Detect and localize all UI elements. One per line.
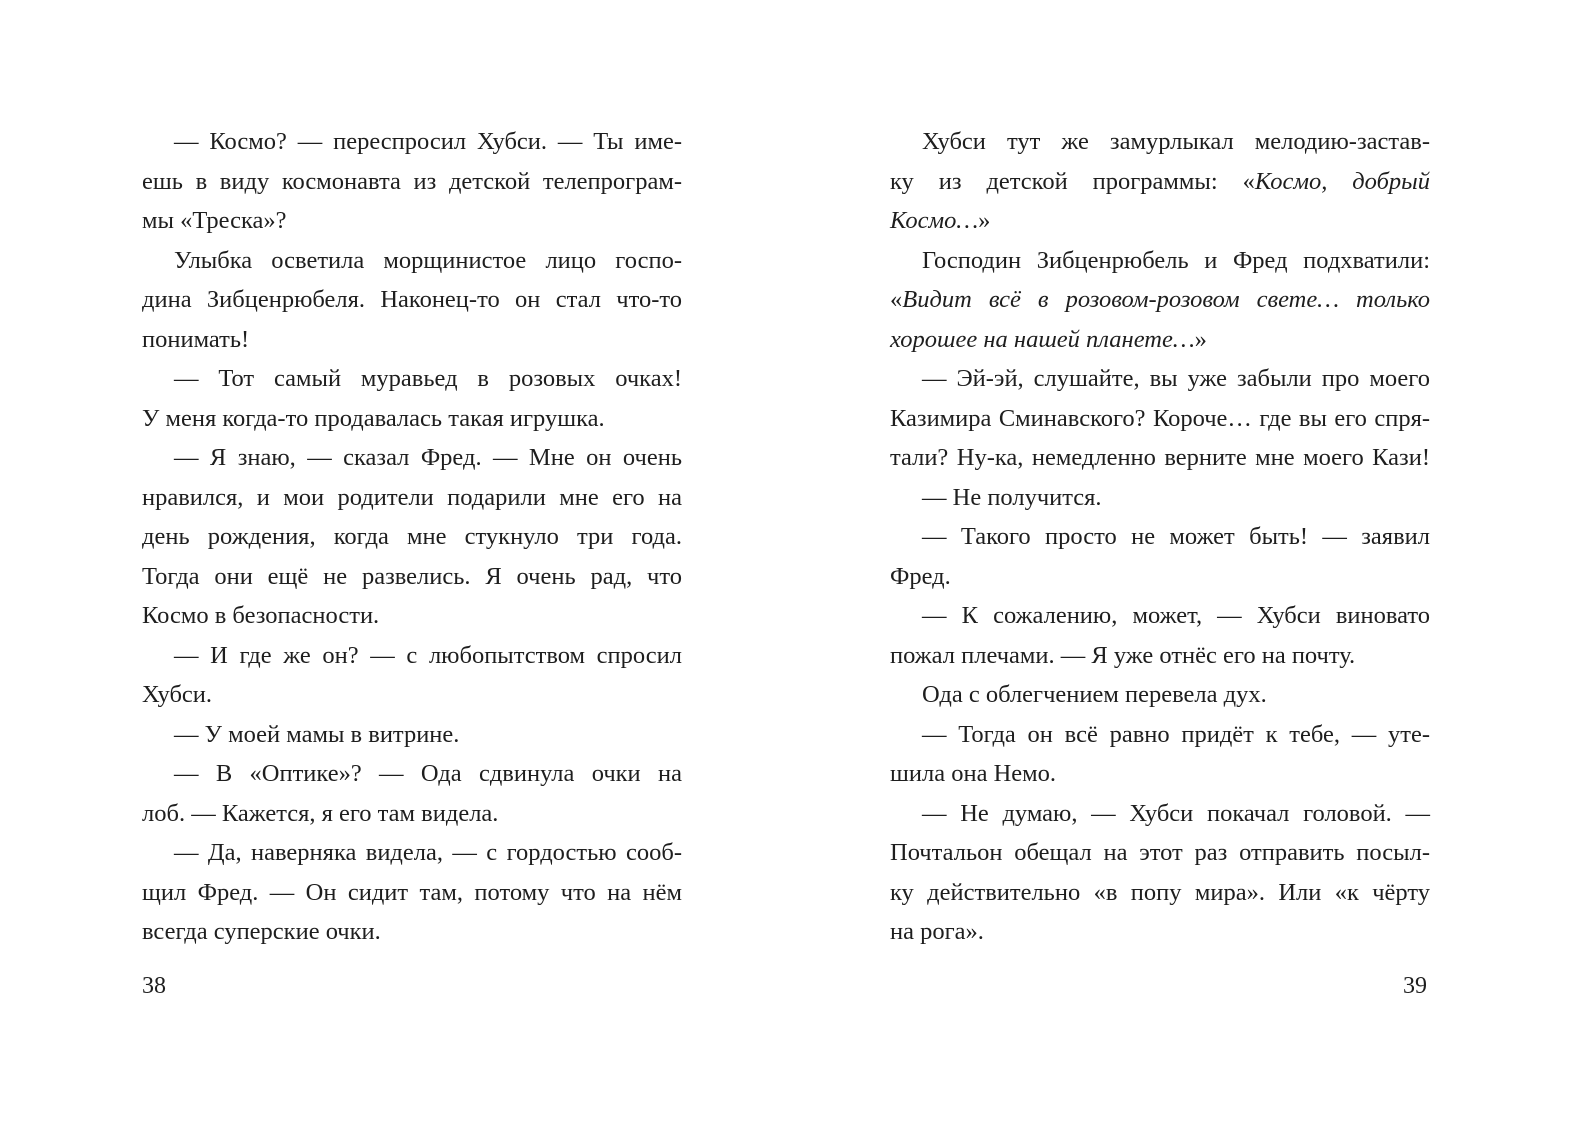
text-line: — К сожалению, может, — Хубси виновато: [922, 602, 1430, 629]
text-line: У меня когда-то продавалась такая игрушка.: [142, 405, 605, 432]
text-line: Тогда они ещё не развелись. Я очень рад, что: [142, 563, 682, 590]
text-line: Хубси.: [142, 681, 213, 708]
text-line: — Я знаю, — сказал Фред. — Мне он очень: [174, 444, 682, 471]
italic-text: Космо, добрый: [1254, 168, 1430, 195]
page-number-right: 39: [1403, 973, 1427, 999]
text-line: Казимира Сминавского? Короче… где вы его спря-: [890, 405, 1430, 432]
text-line: — Не думаю, — Хубси покачал головой. —: [922, 800, 1430, 827]
text-run: »: [1194, 326, 1207, 353]
text-line: — Да, наверняка видела, — с гордостью сооб-: [174, 839, 682, 866]
text-line: шила она Немо.: [890, 760, 1057, 787]
text-line: Космо в безопасности.: [142, 602, 380, 629]
italic-text: хорошее на нашей планете…: [890, 326, 1195, 353]
text-run: «: [890, 286, 903, 313]
text-line: ку из детской программы: «Космо, добрый: [890, 168, 1430, 195]
text-line: — Космо? — переспросил Хубси. — Ты име-: [174, 128, 682, 155]
text-run: »: [978, 207, 991, 234]
text-line: Фред.: [890, 563, 951, 590]
text-line: на рога».: [890, 918, 984, 945]
text-line: день рождения, когда мне стукнуло три года.: [142, 523, 682, 550]
text-line: [890, 320, 1430, 360]
text-line: понимать!: [142, 326, 250, 353]
text-line: щил Фред. — Он сидит там, потому что на нём: [142, 879, 682, 906]
text-line: — И где же он? — с любопытством спросил: [174, 642, 682, 669]
text-line: — Не получится.: [922, 484, 1102, 511]
text-line: нравился, и мои родители подарили мне его на: [142, 484, 682, 511]
text-line: — Такого просто не может быть! — заявил: [922, 523, 1430, 550]
text-line: — Эй-эй, слушайте, вы уже забыли про моего: [922, 365, 1430, 392]
text-line: ку действительно «в попу мира». Или «к чёрту: [890, 879, 1430, 906]
text-line: Ода с облегчением перевела дух.: [922, 681, 1267, 708]
text-line: лоб. — Кажется, я его там видела.: [142, 800, 499, 827]
text-line: Хубси тут же замурлыкал мелодию-застав-: [922, 128, 1430, 155]
italic-text: Космо…: [890, 207, 979, 234]
text-line: всегда суперские очки.: [142, 918, 381, 945]
text-line: Почтальон обещал на этот раз отправить посыл-: [890, 839, 1430, 866]
text-line: ешь в виду космонавта из детской телепрограм-: [142, 168, 682, 195]
italic-text: Видит всё в розовом-розовом свете… только: [902, 286, 1430, 313]
text-line: — В «Оптике»? — Ода сдвинула очки на: [174, 760, 682, 787]
text-line: — Тогда он всё равно придёт к тебе, — уте-: [922, 721, 1430, 748]
text-run: ку из детской программы:: [890, 168, 1243, 195]
text-line: тали? Ну-ка, немедленно верните мне моего Кази!: [890, 444, 1430, 471]
text-line: мы «Треска»?: [142, 207, 287, 234]
text-line: Улыбка осветила морщинистое лицо госпо-: [174, 247, 682, 274]
text-line: Господин Зибценрюбель и Фред подхватили:: [922, 247, 1430, 274]
text-line: [890, 280, 1430, 320]
page-number-left: 38: [142, 973, 166, 999]
text-line: пожал плечами. — Я уже отнёс его на почту.: [890, 642, 1356, 669]
text-line: дина Зибценрюбеля. Наконец-то он стал что-то: [142, 286, 682, 313]
text-line: — У моей мамы в витрине.: [174, 721, 460, 748]
text-line: [890, 201, 1430, 241]
text-line: — Тот самый муравьед в розовых очках!: [174, 365, 682, 392]
